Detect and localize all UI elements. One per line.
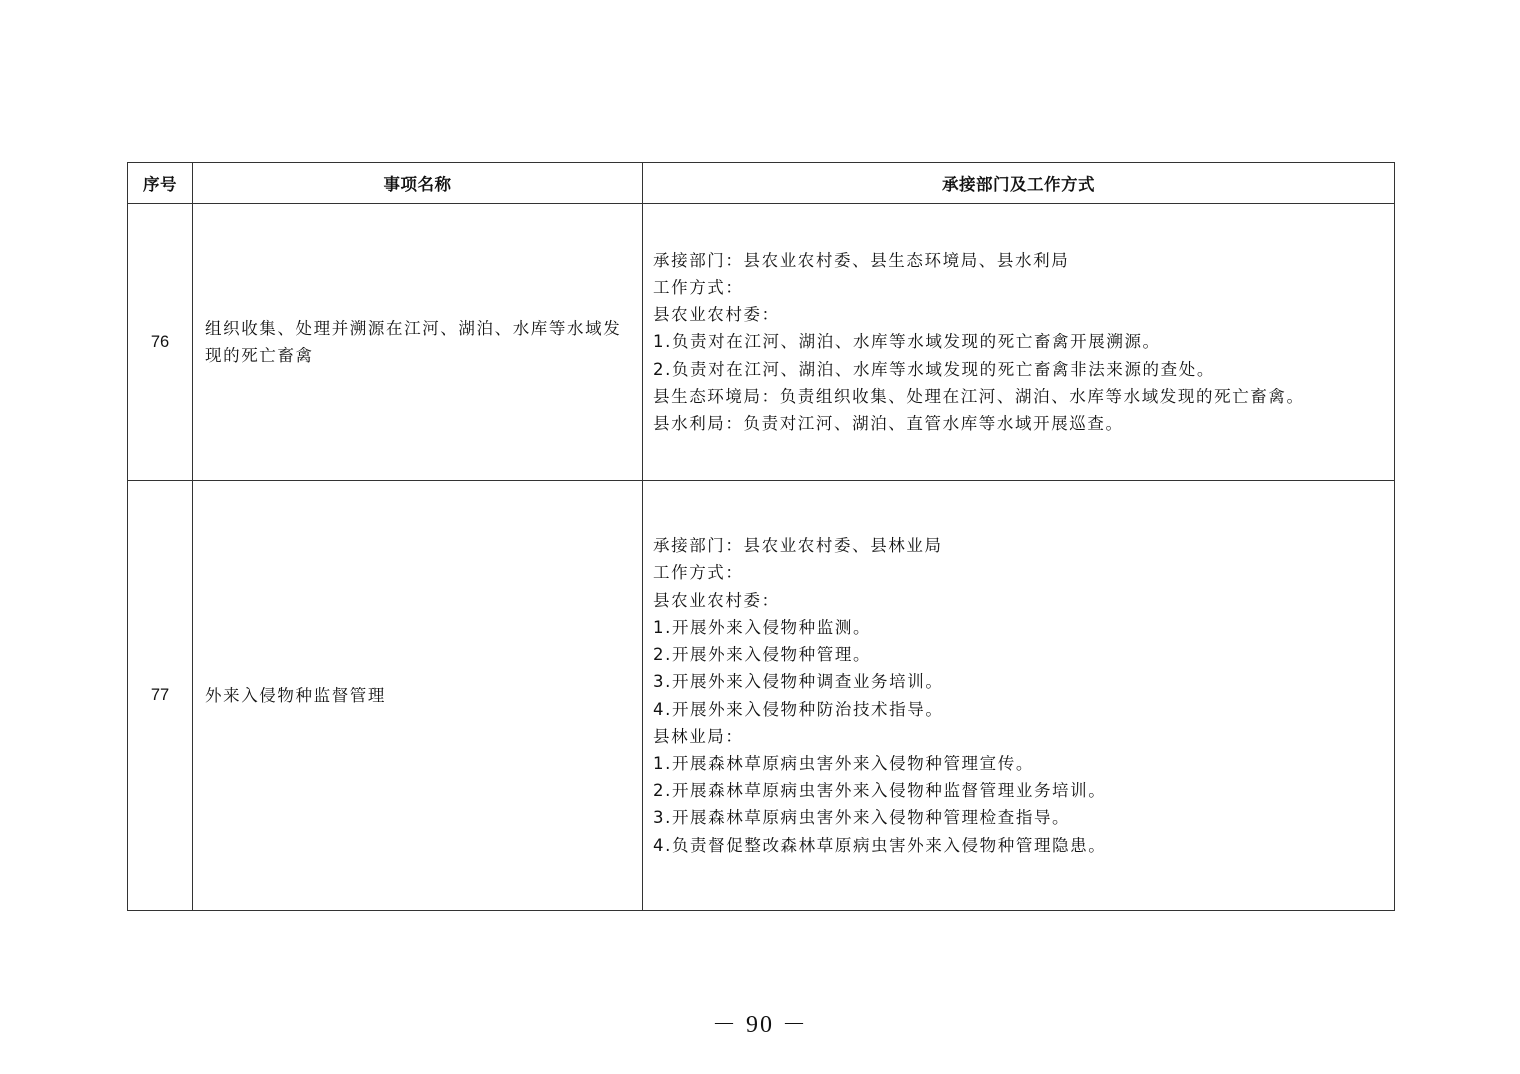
row-seq: 77 — [128, 481, 193, 911]
row-dept-method — [643, 481, 1395, 911]
detail-line: 承接部门：县农业农村委、县林业局 — [653, 536, 943, 556]
row-item-name: 组织收集、处理并溯源在江河、湖泊、水库等水域发现的死亡畜禽 — [193, 204, 643, 481]
detail-line: 4.开展外来入侵物种防治技术指导。 — [653, 699, 944, 719]
detail-line: 4.负责督促整改森林草原病虫害外来入侵物种管理隐患。 — [653, 835, 1107, 855]
row-dept-method — [643, 204, 1395, 481]
detail-line: 县水利局：负责对江河、湖泊、直管水库等水域开展巡查。 — [653, 414, 1124, 433]
detail-line: 县林业局： — [653, 726, 744, 746]
detail-line: 2.开展森林草原病虫害外来入侵物种监督管理业务培训。 — [653, 781, 1107, 801]
header-dept-method: 承接部门及工作方式 — [643, 163, 1395, 204]
detail-line: 工作方式： — [653, 563, 744, 583]
detail-line: 2.负责对在江河、湖泊、水库等水域发现的死亡畜禽非法来源的查处。 — [653, 359, 1215, 379]
detail-line: 1.负责对在江河、湖泊、水库等水域发现的死亡畜禽开展溯源。 — [653, 332, 1161, 352]
detail-line: 承接部门：县农业农村委、县生态环境局、县水利局 — [653, 250, 1070, 270]
table-row — [128, 204, 1395, 481]
header-item-name: 事项名称 — [193, 163, 643, 204]
detail-line: 3.开展外来入侵物种调查业务培训。 — [653, 672, 944, 692]
detail-line: 3.开展森林草原病虫害外来入侵物种管理检查指导。 — [653, 808, 1071, 828]
responsibility-table — [127, 162, 1395, 911]
row-item-name: 外来入侵物种监督管理 — [193, 481, 643, 911]
detail-line: 工作方式： — [653, 277, 744, 297]
table-row — [128, 481, 1395, 911]
table-header-row — [128, 163, 1395, 204]
header-seq: 序号 — [128, 163, 193, 204]
detail-line: 县农业农村委： — [653, 590, 780, 610]
detail-line: 县农业农村委： — [653, 305, 780, 325]
detail-line: 1.开展外来入侵物种监测。 — [653, 617, 872, 637]
detail-line: 县生态环境局：负责组织收集、处理在江河、湖泊、水库等水域发现的死亡畜禽。 — [653, 386, 1305, 406]
page-number: － 90 － — [712, 1012, 808, 1038]
row-seq: 76 — [128, 204, 193, 481]
detail-line: 2.开展外来入侵物种管理。 — [653, 645, 872, 665]
detail-line: 1.开展森林草原病虫害外来入侵物种管理宣传。 — [653, 753, 1034, 773]
